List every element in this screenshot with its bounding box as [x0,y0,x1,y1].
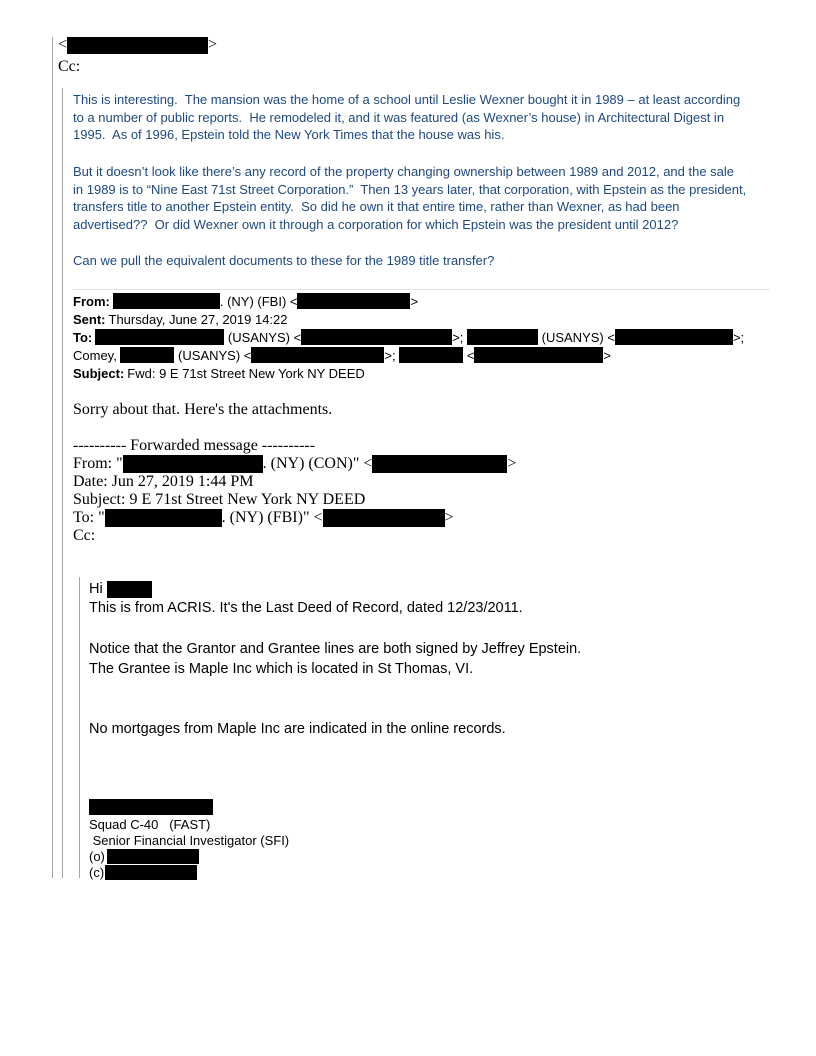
signature-office-phone-line [89,848,199,864]
redaction-box [105,865,197,880]
reply-line [73,180,746,198]
angle-bracket-close: > [208,36,218,53]
greeting-line [89,579,152,599]
to-label: To: [73,329,93,345]
from-text: > [410,293,419,309]
original-line [89,639,581,659]
reply-text: This is interesting. The mansion was the home of a school until Leslie Wexner bought it in 1989 – at least according [73,91,741,107]
reply-text: 1995. As of 1996, Epstein told the New York Times that the house was his. [73,126,505,142]
redaction-box [123,455,263,473]
to-text: Comey, [73,347,121,363]
quote-rule-original [79,577,80,878]
forwarded-from-text: From: " [73,455,123,472]
to-text: (USANYS) < [224,329,302,345]
header-sent-line [73,310,288,328]
header-from-line [73,292,418,310]
to-text: (USANYS) < [174,347,252,363]
original-line [89,659,473,679]
reply-line [73,215,678,233]
reply-line [73,90,740,108]
redaction-box [95,329,224,345]
redaction-box [107,581,152,598]
forwarded-from-text: > [507,455,517,472]
reply-text: advertised?? Or did Wexner own it through a corporation for which Epstein was the president until 2012? [73,216,679,232]
subject-label: Subject: [73,365,125,381]
forwarded-subject-line [73,491,365,509]
reply-text: But it doesn’t look like there’s any record of the property changing ownership between 1989 and 2012, and the sale [73,163,735,179]
to-text: < [463,347,475,363]
from-label: From: [73,293,110,309]
signature-title-line [89,832,289,848]
forwarded-to-text: To: " [73,509,105,526]
quote-rule-reply [62,88,63,878]
redaction-box [297,293,410,309]
redaction-box [301,329,452,345]
redaction-box [105,509,222,527]
office-phone-label: (o) [89,848,105,864]
redaction-box [474,347,603,363]
original-line [89,719,506,739]
redaction-box [399,347,463,363]
original-text: The Grantee is Maple Inc which is located in St Thomas, VI. [89,661,474,677]
cc-label: Cc: [58,58,81,75]
to-text: >; [732,329,745,345]
reply-line [73,197,680,215]
forwarded-from-text: . (NY) (CON)" < [262,455,373,472]
recipient-fragment-line [58,36,217,54]
redaction-box [372,455,507,473]
from-text: . (NY) (FBI) < [219,293,298,309]
redaction-box [251,347,384,363]
reply-text: to a number of public reports. He remodeled it, and it was featured (as Wexner’s house) in Architectural Digest in [73,109,725,125]
sent-label: Sent: [73,311,106,327]
signature-name-redaction [89,799,213,815]
cell-phone-label: (c) [89,864,105,880]
forwarded-from-line [73,455,516,473]
redaction-box [615,329,733,345]
forwarded-divider [73,437,315,455]
forwarded-subject: Subject: 9 E 71st Street New York NY DEED [73,491,366,508]
cc-line [58,58,80,76]
reply-line [73,108,724,126]
signature-cell-phone-line [89,864,197,880]
header-to-line [73,328,744,346]
forwarded-to-text: > [444,509,454,526]
forwarded-date: Date: Jun 27, 2019 1:44 PM [73,473,254,490]
forwarded-divider-text: ---------- Forwarded message ---------- [73,437,316,454]
reply-line [73,251,494,269]
subject-value: Fwd: 9 E 71st Street New York NY DEED [127,365,365,381]
to-text: (USANYS) < [538,329,615,345]
message-body: Sorry about that. Here's the attachments. [73,401,333,418]
reply-text: Can we pull the equivalent documents to these for the 1989 title transfer? [73,252,495,268]
reply-text: transfers title to another Epstein entity. So did he own it that entire time, rather than Wexner, as had been [73,198,680,214]
original-text: Notice that the Grantor and Grantee lines are both signed by Jeffrey Epstein. [89,641,582,657]
to-text: >; [452,329,468,345]
signature-title: Senior Financial Investigator (SFI) [89,832,290,848]
reply-text: in 1989 is to “Nine East 71st Street Corporation.” Then 13 years later, that corporation, with Epstein as the president, [73,181,747,197]
forwarded-date-line [73,473,253,491]
reply-line [73,162,734,180]
signature-squad-line [89,816,210,832]
redaction-box [467,329,538,345]
header-subject-line [73,364,365,382]
redaction-box [113,293,220,309]
redaction-box [120,347,174,363]
forwarded-cc-line [73,527,95,545]
original-text: This is from ACRIS. It's the Last Deed of Record, dated 12/23/2011. [89,600,523,616]
redaction-box [323,509,445,527]
redaction-box [67,37,208,54]
forwarded-to-text: . (NY) (FBI)" < [221,509,323,526]
to-text: >; [384,347,400,363]
signature-squad: Squad C-40 (FAST) [89,816,211,832]
forwarded-cc: Cc: [73,527,96,544]
quote-rule-outer [52,37,53,878]
forwarded-to-line [73,509,454,527]
redaction-box [107,849,199,864]
angle-bracket-open: < [58,36,68,53]
original-text: No mortgages from Maple Inc are indicated in the online records. [89,721,506,737]
original-line [89,598,523,618]
sent-value: Thursday, June 27, 2019 14:22 [108,311,288,327]
header-to-continued-line [73,346,611,364]
message-body-line [73,401,332,419]
to-text: > [603,347,612,363]
greeting: Hi [89,581,103,597]
header-separator [73,289,770,290]
reply-line [73,125,504,143]
